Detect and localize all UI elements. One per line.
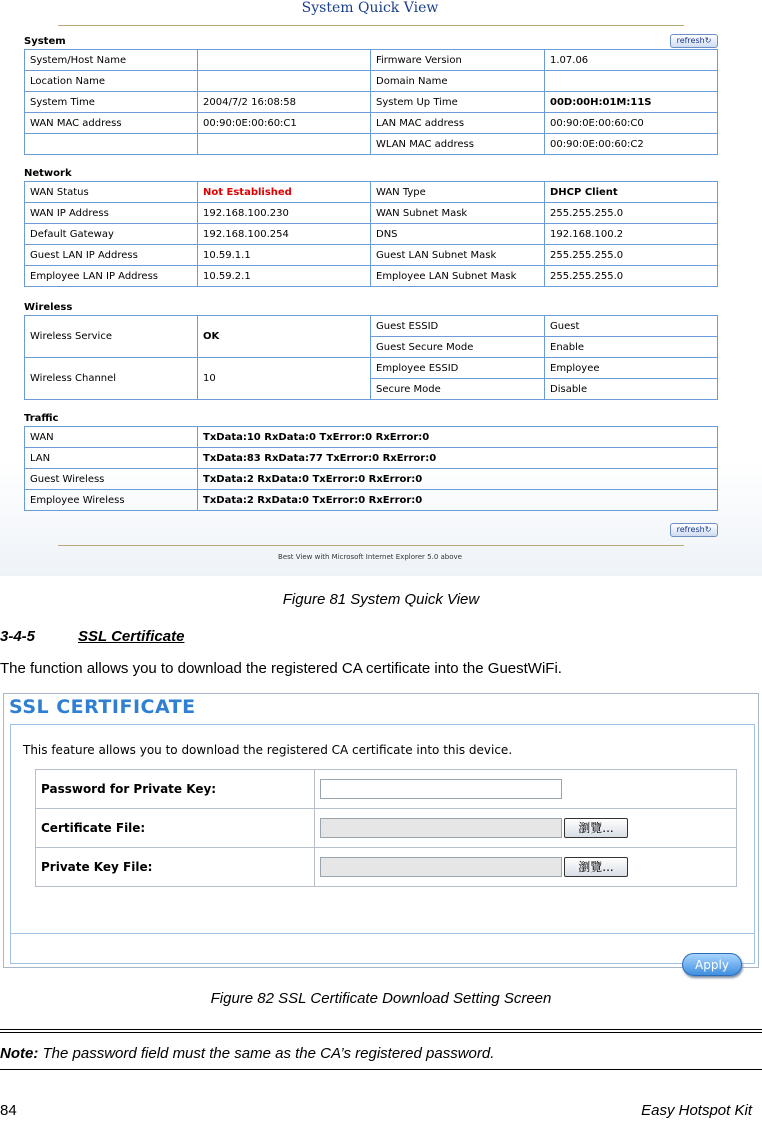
label-cell: WAN MAC address <box>25 113 198 134</box>
note-label: Note: <box>0 1045 39 1062</box>
label-cell: Wireless Channel <box>25 358 198 400</box>
value-cell: TxData:10 RxData:0 TxError:0 RxError:0 <box>198 427 718 448</box>
label-cell: Guest LAN IP Address <box>25 245 198 266</box>
value-cell: OK <box>198 316 371 358</box>
footer-divider <box>58 545 684 546</box>
value-cell: 255.255.255.0 <box>545 203 718 224</box>
password-label: Password for Private Key: <box>36 770 315 809</box>
value-cell: 10.59.1.1 <box>198 245 371 266</box>
private-key-file-input[interactable] <box>320 857 562 877</box>
section-heading-network: Network <box>24 168 72 179</box>
title-divider <box>58 25 684 26</box>
label-cell: WAN Status <box>25 182 198 203</box>
table-row <box>25 358 718 379</box>
label-cell: Firmware Version <box>371 50 545 71</box>
section-title: SSL Certificate <box>78 628 185 645</box>
table-row <box>25 92 718 113</box>
table-row <box>25 469 718 490</box>
table-row <box>25 490 718 511</box>
label-cell: Guest Wireless <box>25 469 198 490</box>
note-text: The password field must the same as the CA’s registered password. <box>42 1045 495 1062</box>
refresh-button-bottom[interactable]: refresh↻ <box>670 523 718 537</box>
ssl-certificate-screenshot <box>3 693 759 972</box>
label-cell: Location Name <box>25 71 198 92</box>
ssl-page-title: SSL CERTIFICATE <box>9 696 196 718</box>
value-cell: 00:90:0E:00:60:C0 <box>545 113 718 134</box>
traffic-table <box>24 426 718 511</box>
value-cell: Disable <box>545 379 718 400</box>
table-row <box>25 134 718 155</box>
value-cell: 10 <box>198 358 371 400</box>
table-row <box>25 427 718 448</box>
form-cell <box>315 848 737 887</box>
label-cell: System Up Time <box>371 92 545 113</box>
label-cell: WAN Subnet Mask <box>371 203 545 224</box>
system-table <box>24 49 718 155</box>
table-row <box>25 266 718 287</box>
table-row <box>25 113 718 134</box>
private-key-file-label: Private Key File: <box>36 848 315 887</box>
value-cell <box>198 71 371 92</box>
best-view-note: Best View with Microsoft Internet Explorer 5.0 above <box>278 553 462 561</box>
form-row <box>36 809 737 848</box>
label-cell: Employee Wireless <box>25 490 198 511</box>
label-cell: LAN MAC address <box>371 113 545 134</box>
label-cell: Wireless Service <box>25 316 198 358</box>
value-cell: TxData:2 RxData:0 TxError:0 RxError:0 <box>198 469 718 490</box>
value-cell: TxData:2 RxData:0 TxError:0 RxError:0 <box>198 490 718 511</box>
table-row <box>25 71 718 92</box>
refresh-button-top[interactable]: refresh↻ <box>670 34 718 48</box>
value-cell: DHCP Client <box>545 182 718 203</box>
table-row <box>25 224 718 245</box>
label-cell <box>25 134 198 155</box>
label-cell: Employee ESSID <box>371 358 545 379</box>
label-cell: WLAN MAC address <box>371 134 545 155</box>
password-input[interactable] <box>320 779 562 799</box>
label-cell: Secure Mode <box>371 379 545 400</box>
value-cell: Enable <box>545 337 718 358</box>
section-heading <box>0 628 184 645</box>
form-row <box>36 848 737 887</box>
private-key-browse-button[interactable]: 瀏覽... <box>564 857 628 877</box>
value-cell: Employee <box>545 358 718 379</box>
value-cell: 1.07.06 <box>545 50 718 71</box>
label-cell: Guest LAN Subnet Mask <box>371 245 545 266</box>
value-cell: 00D:00H:01M:11S <box>545 92 718 113</box>
form-cell <box>315 809 737 848</box>
label-cell: Guest ESSID <box>371 316 545 337</box>
value-cell: 255.255.255.0 <box>545 266 718 287</box>
value-cell: 00:90:0E:00:60:C1 <box>198 113 371 134</box>
table-row <box>25 316 718 337</box>
certificate-browse-button[interactable]: 瀏覽... <box>564 818 628 838</box>
apply-button[interactable]: Apply <box>682 953 742 976</box>
label-cell: System/Host Name <box>25 50 198 71</box>
product-name: Easy Hotspot Kit <box>641 1102 752 1119</box>
page-number: 84 <box>0 1102 17 1119</box>
value-cell: Guest <box>545 316 718 337</box>
value-cell: 255.255.255.0 <box>545 245 718 266</box>
ssl-panel <box>10 724 755 972</box>
label-cell: Employee LAN IP Address <box>25 266 198 287</box>
value-cell: 192.168.100.230 <box>198 203 371 224</box>
ssl-form-table <box>35 769 737 887</box>
table-row <box>25 50 718 71</box>
figure-81-caption: Figure 81 System Quick View <box>282 591 480 608</box>
label-cell: WAN <box>25 427 198 448</box>
label-cell: LAN <box>25 448 198 469</box>
note <box>0 1045 494 1062</box>
value-cell: 10.59.2.1 <box>198 266 371 287</box>
label-cell: Default Gateway <box>25 224 198 245</box>
label-cell: Domain Name <box>371 71 545 92</box>
table-row <box>25 203 718 224</box>
certificate-file-input[interactable] <box>320 818 562 838</box>
label-cell: Guest Secure Mode <box>371 337 545 358</box>
quick-view-title: System Quick View <box>301 0 439 16</box>
network-table <box>24 181 718 287</box>
value-cell: 192.168.100.254 <box>198 224 371 245</box>
certificate-file-label: Certificate File: <box>36 809 315 848</box>
section-heading-traffic: Traffic <box>24 413 59 424</box>
label-cell: Employee LAN Subnet Mask <box>371 266 545 287</box>
section-heading-system: System <box>24 36 66 47</box>
value-cell <box>198 50 371 71</box>
note-bottom-rule <box>0 1069 762 1070</box>
label-cell: WAN IP Address <box>25 203 198 224</box>
value-cell: 00:90:0E:00:60:C2 <box>545 134 718 155</box>
panel-divider <box>11 933 754 934</box>
ssl-description: This feature allows you to download the registered CA certificate into this device. <box>23 743 513 757</box>
form-cell <box>315 770 737 809</box>
label-cell: DNS <box>371 224 545 245</box>
section-heading-wireless: Wireless <box>24 302 73 313</box>
note-top-rule <box>0 1029 762 1033</box>
section-number: 3-4-5 <box>0 628 36 645</box>
value-cell: 2004/7/2 16:08:58 <box>198 92 371 113</box>
wan-status-value: Not Established <box>198 182 371 203</box>
value-cell: TxData:83 RxData:77 TxError:0 RxError:0 <box>198 448 718 469</box>
table-row <box>25 245 718 266</box>
label-cell: WAN Type <box>371 182 545 203</box>
wireless-table <box>24 315 718 400</box>
form-row <box>36 770 737 809</box>
table-row <box>25 448 718 469</box>
value-cell: 192.168.100.2 <box>545 224 718 245</box>
value-cell <box>545 71 718 92</box>
label-cell: System Time <box>25 92 198 113</box>
figure-82-caption: Figure 82 SSL Certificate Download Setting Screen <box>210 990 552 1007</box>
section-intro: The function allows you to download the registered CA certificate into the GuestWiFi. <box>0 660 562 677</box>
table-row <box>25 182 718 203</box>
value-cell <box>198 134 371 155</box>
